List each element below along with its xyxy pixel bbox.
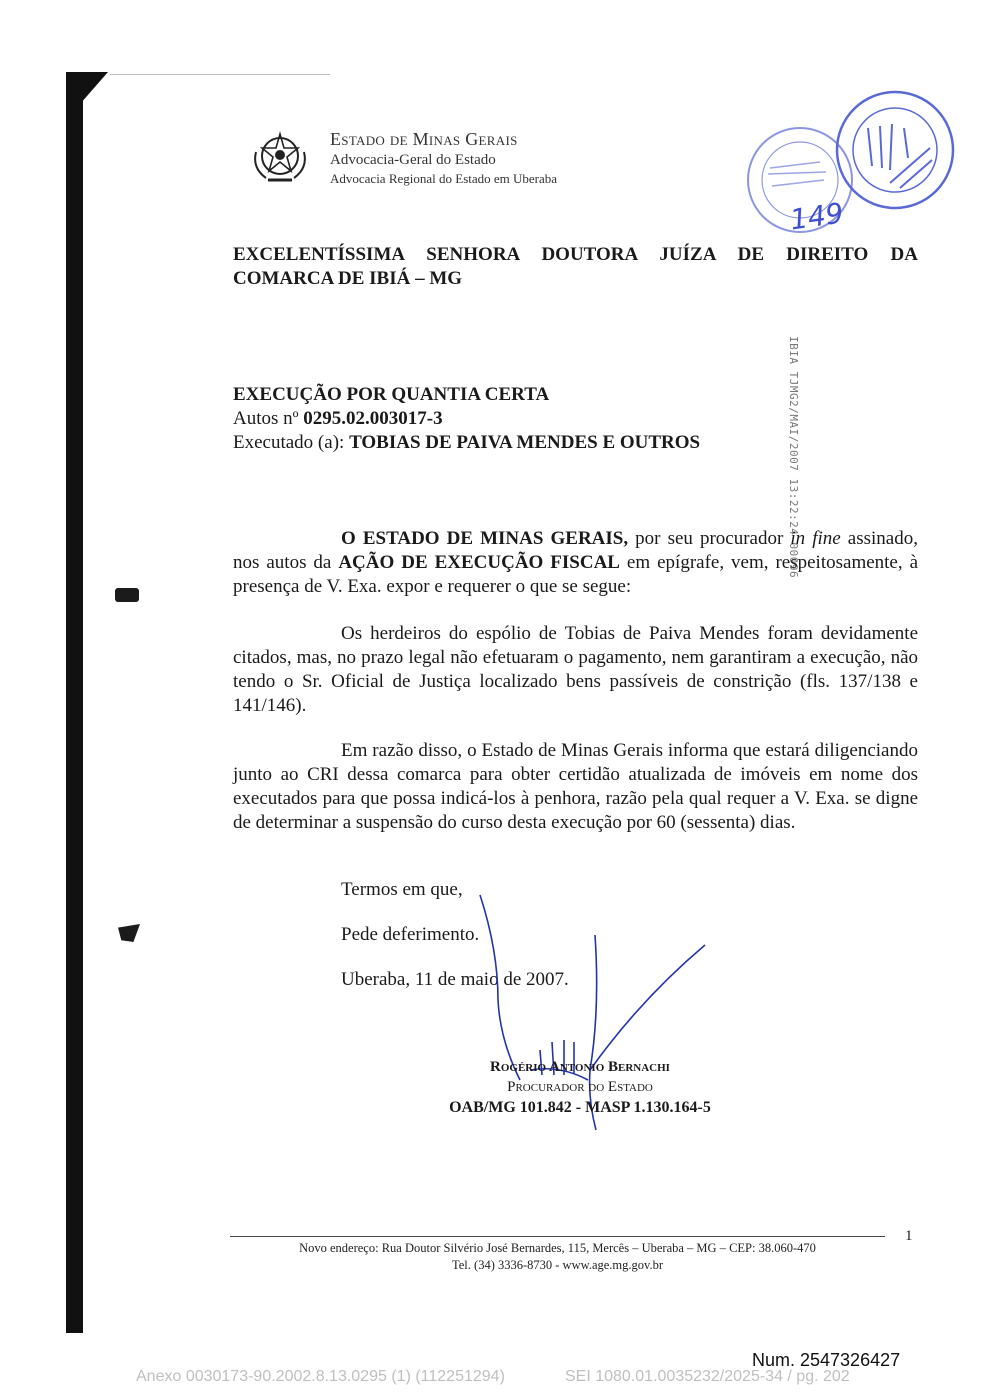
case-executado <box>233 431 793 455</box>
footer-rule <box>230 1236 885 1237</box>
letterhead-state: Estado de Minas Gerais <box>330 129 518 149</box>
executado-name: TOBIAS DE PAIVA MENDES E OUTROS <box>349 432 701 453</box>
letterhead-agency: Advocacia-Geral do Estado <box>330 152 496 168</box>
paragraph-2: Em razão disso, o Estado de Minas Gerais informa que estará diligenciando junto ao CRI dessa comarca para obter certidão atualizada de imóveis em nome dos executados para que possa indicá-los à penhora, razão pela qual requer a V. Exa. se digne de determinar a suspensão do curso desta execução por 60 (sessenta) dias. <box>233 740 918 833</box>
letterhead <box>330 128 557 188</box>
coat-of-arms-emblem <box>248 128 312 186</box>
closing-line-2: Pede deferimento. <box>341 924 480 945</box>
intro-text-2: assinado, nos autos da <box>233 528 918 573</box>
page-number: 1 <box>905 1228 913 1244</box>
place-date: Uberaba, 11 de maio de 2007. <box>341 969 569 990</box>
signer-registration: OAB/MG 101.842 - MASP 1.130.164-5 <box>449 1099 711 1116</box>
intro-subject: O ESTADO DE MINAS GERAIS, <box>341 528 629 549</box>
intro-acao: AÇÃO DE EXECUÇÃO FISCAL <box>338 552 620 573</box>
intro-in-fine: in fine <box>790 528 841 549</box>
scan-left-border <box>66 75 83 1333</box>
scan-top-line <box>110 74 330 75</box>
intro-text-1: por seu procurador <box>628 528 791 549</box>
footer <box>230 1240 885 1274</box>
case-block <box>233 383 793 455</box>
sei-watermark: SEI 1080.01.0035232/2025-34 / pg. 202 <box>565 1368 850 1385</box>
staple-mark-lower <box>118 924 140 942</box>
intro-paragraph <box>233 527 918 599</box>
autos-label: Autos nº <box>233 408 304 429</box>
executado-label: Executado (a): <box>233 432 350 453</box>
intro-text-3: em epígrafe, vem, respeitosamente, à presença de V. Exa. expor e requerer o que se segue: <box>233 552 919 597</box>
signer-title: Procurador do Estado <box>507 1079 653 1095</box>
footer-address: Novo endereço: Rua Doutor Silvério José Bernardes, 115, Mercês – Uberaba – MG – CEP: 38.060-470 <box>299 1241 816 1255</box>
protocol-vertical-stamp: IBIA TJMG2/MAI/2007 13:22:24 00096 <box>787 336 800 579</box>
salutation: EXCELENTÍSSIMA SENHORA DOUTORA JUÍZA DE DIREITO DA COMARCA DE IBIÁ – MG <box>233 244 918 289</box>
signature-block <box>420 1057 740 1119</box>
handwritten-page-number: 149 <box>787 196 846 237</box>
footer-contact: Tel. (34) 3336-8730 - www.age.mg.gov.br <box>452 1258 663 1272</box>
autos-number: 0295.02.003017-3 <box>303 408 443 429</box>
annex-watermark: Anexo 0030173-90.2002.8.13.0295 (1) (112251294) <box>136 1368 505 1385</box>
case-autos <box>233 407 793 431</box>
protocol-stamp-seal <box>740 88 965 248</box>
closing-line-1: Termos em que, <box>341 879 463 900</box>
letterhead-office: Advocacia Regional do Estado em Uberaba <box>330 171 558 186</box>
staple-mark-upper <box>115 588 139 602</box>
document-number: Num. 2547326427 <box>752 1350 901 1370</box>
signer-name: Rogério Antonio Bernachi <box>490 1059 670 1075</box>
case-type: EXECUÇÃO POR QUANTIA CERTA <box>233 384 550 405</box>
scan-corner-shadow <box>66 72 108 120</box>
paragraph-1: Os herdeiros do espólio de Tobias de Paiva Mendes foram devidamente citados, mas, no prazo legal não efetuaram o pagamento, nem garantiram a execução, não tendo o Sr. Oficial de Justiça localizado bens passíveis de constrição (fls. 137/138 e 141/146). <box>233 623 918 716</box>
